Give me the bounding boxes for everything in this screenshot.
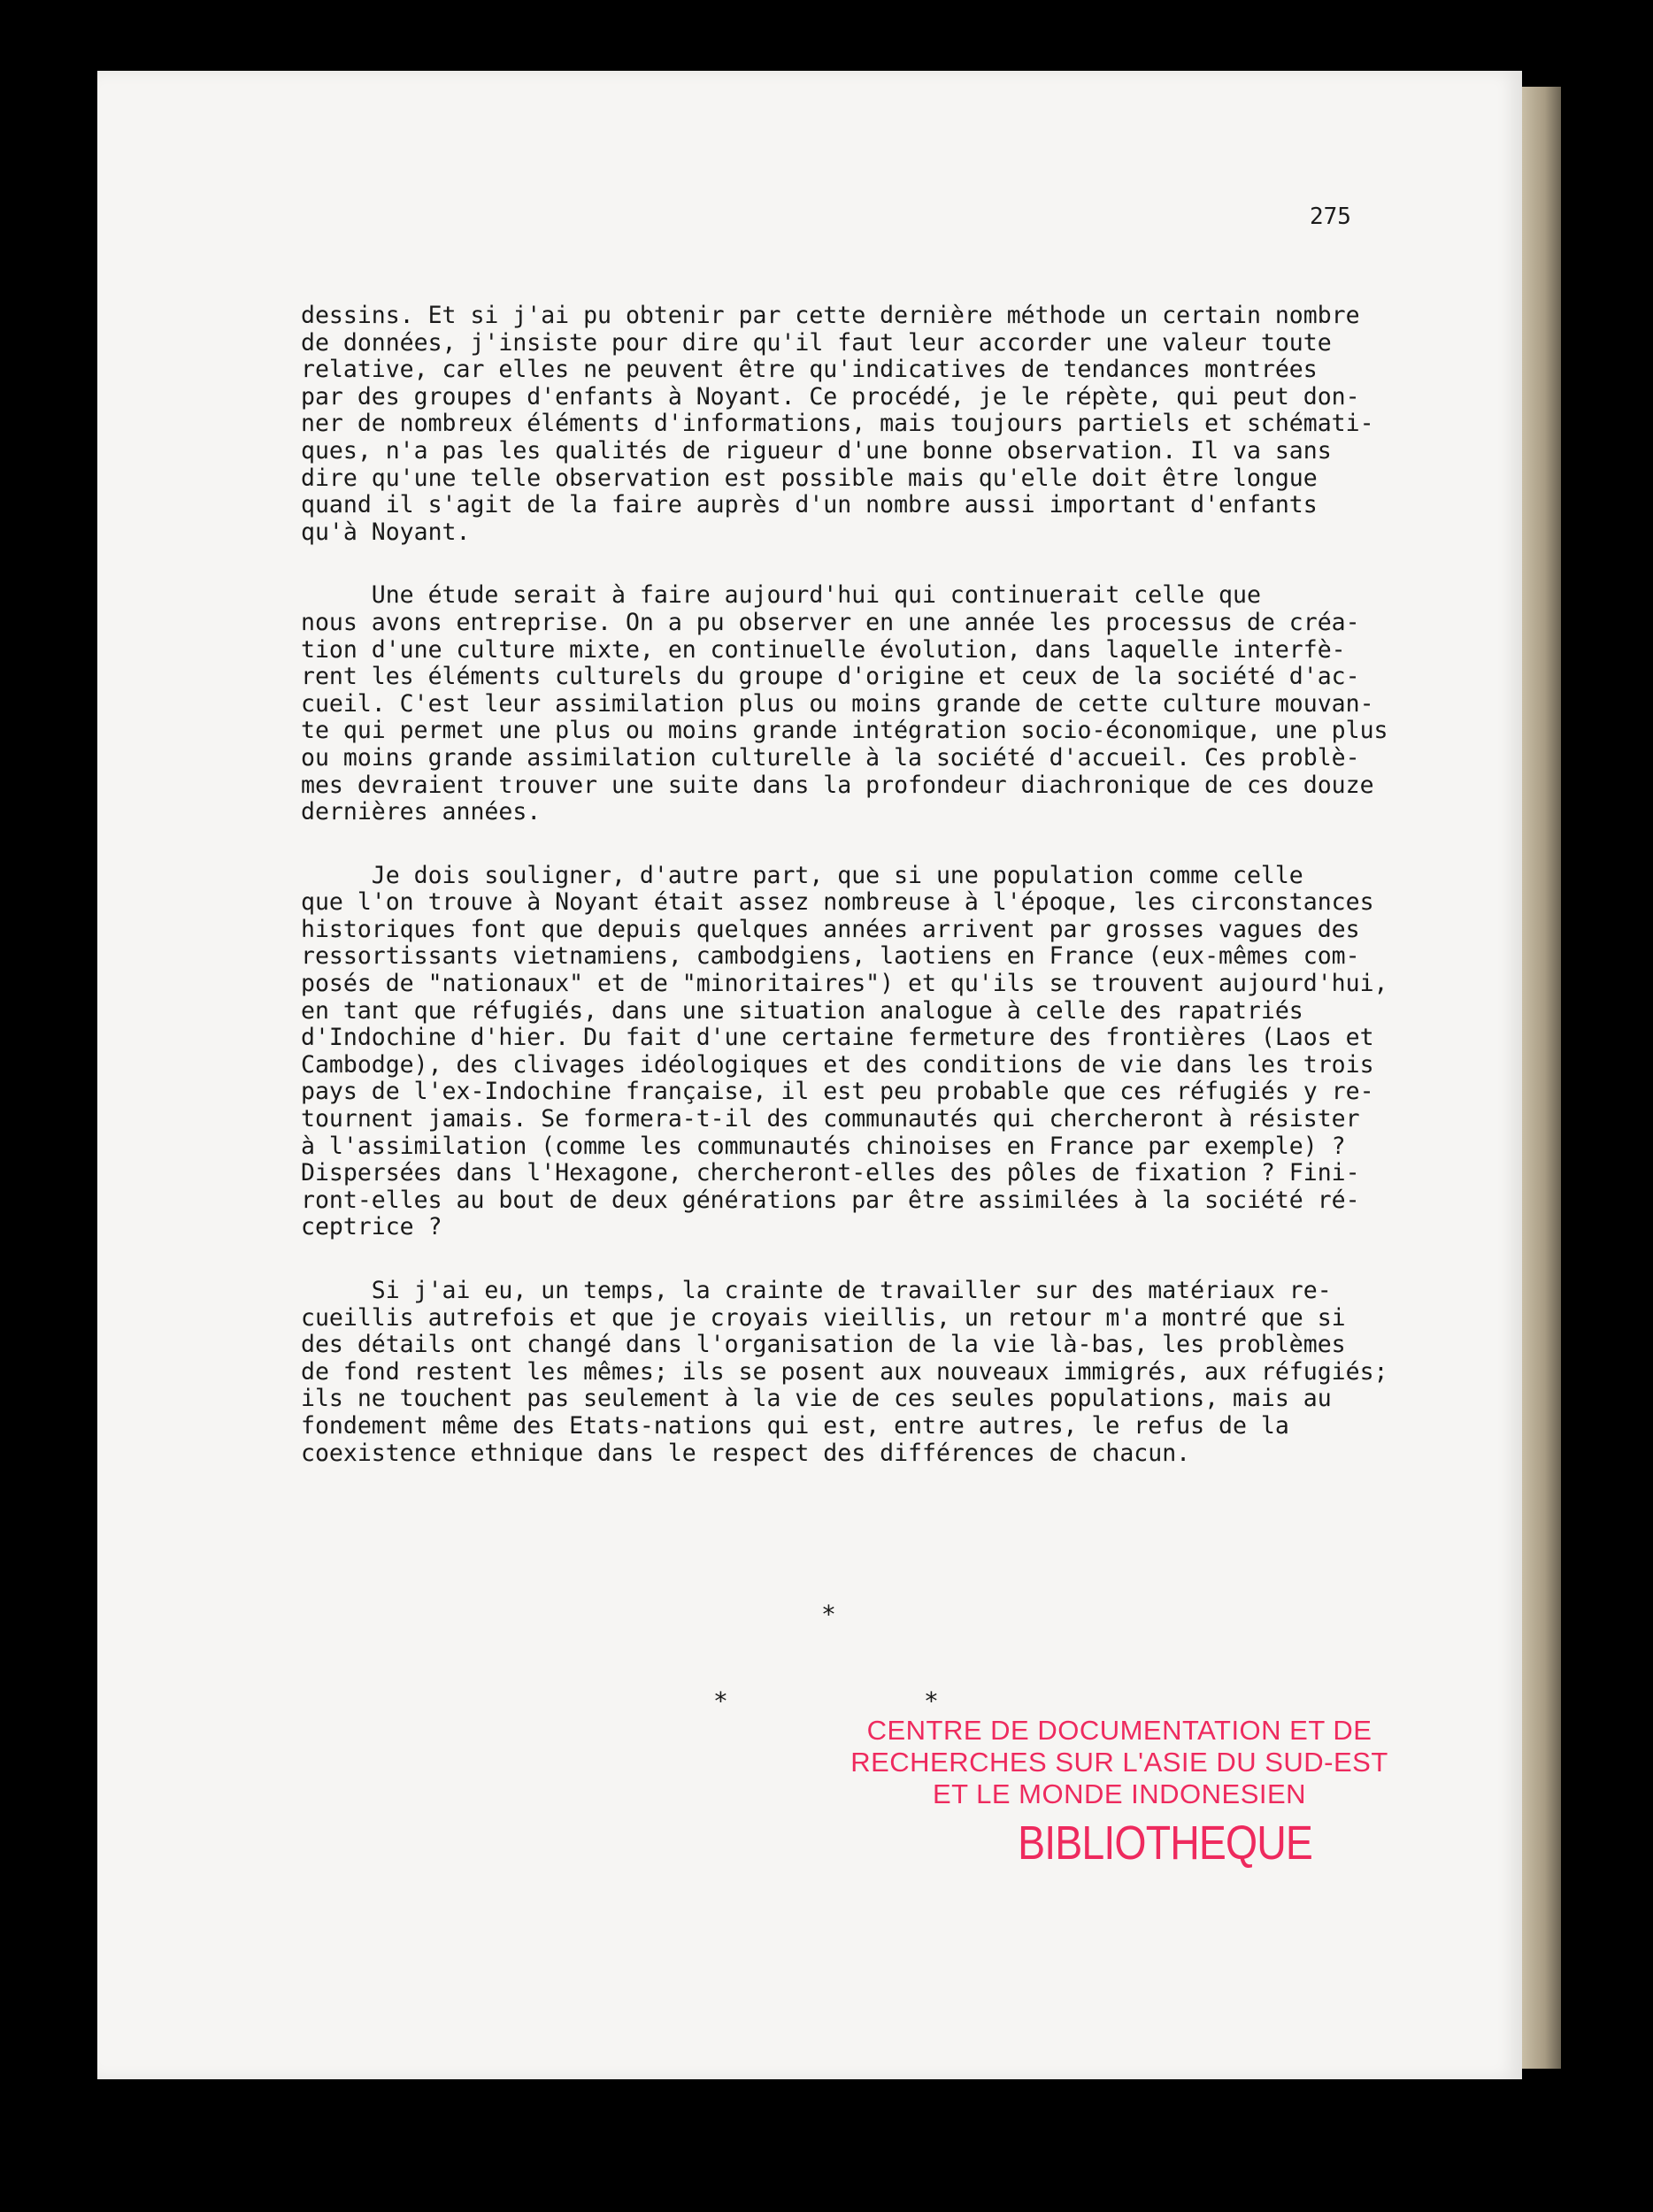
text-line: Dispersées dans l'Hexagone, chercheront-elles des pôles de fixation ? Fini-: [301, 1159, 1360, 1187]
text-line: en tant que réfugiés, dans une situation analogue à celle des rapatriés: [301, 996, 1303, 1025]
text-line: mes devraient trouver une suite dans la profondeur diachronique de ces douze: [301, 771, 1374, 799]
text-line: d'Indochine d'hier. Du fait d'une certaine fermeture des frontières (Laos et: [301, 1024, 1374, 1052]
text-line: coexistence ethnique dans le respect des différences de chacun.: [301, 1439, 1191, 1467]
text-line: de données, j'insiste pour dire qu'il faut leur accorder une valeur toute: [301, 328, 1332, 357]
text-line: ils ne touchent pas seulement à la vie de ces seules populations, mais au: [301, 1385, 1332, 1413]
text-line: Cambodge), des clivages idéologiques et des conditions de vie dans les trois: [301, 1050, 1374, 1079]
text-line: te qui permet une plus ou moins grande intégration socio-économique, une plus: [301, 717, 1388, 745]
separator-asterisk-top: *: [821, 1600, 836, 1629]
text-line: tion d'une culture mixte, en continuelle évolution, dans laquelle interfè-: [301, 635, 1346, 664]
text-line: qu'à Noyant.: [301, 518, 471, 546]
stamp-line-3: ET LE MONDE INDONESIEN: [932, 1778, 1307, 1809]
text-line: quand il s'agit de la faire auprès d'un nombre aussi important d'enfants: [301, 491, 1318, 519]
text-line: posés de "nationaux" et de "minoritaires") et qu'ils se trouvent aujourd'hui,: [301, 970, 1388, 998]
text-line: à l'assimilation (comme les communautés chinoises en France par exemple) ?: [301, 1132, 1346, 1160]
library-stamp: [836, 1715, 1403, 1870]
text-line: ressortissants vietnamiens, cambodgiens, laotiens en France (eux-mêmes com-: [301, 942, 1360, 971]
text-line: par des groupes d'enfants à Noyant. Ce procédé, je le répète, qui peut don-: [301, 382, 1360, 411]
paragraph-4: [301, 1277, 1388, 1467]
text-line: cueillis autrefois et que je croyais vieillis, un retour m'a montré que si: [301, 1303, 1346, 1332]
text-line: dire qu'une telle observation est possible mais qu'elle doit être longue: [301, 464, 1318, 492]
paragraph-2: [301, 581, 1388, 826]
paragraph-3: [301, 861, 1388, 1241]
text-line: dernières années.: [301, 798, 542, 826]
text-line: Si j'ai eu, un temps, la crainte de travailler sur des matériaux re-: [301, 1277, 1332, 1304]
text-line: ront-elles au bout de deux générations par être assimilées à la société ré-: [301, 1186, 1360, 1214]
text-line: pays de l'ex-Indochine française, il est peu probable que ces réfugiés y re-: [301, 1078, 1374, 1106]
text-line: Une étude serait à faire aujourd'hui qui continuerait celle que: [301, 581, 1261, 610]
text-line: que l'on trouve à Noyant était assez nombreuse à l'époque, les circonstances: [301, 888, 1374, 917]
text-line: historiques font que depuis quelques années arrivent par grosses vagues des: [301, 915, 1360, 943]
text-line: ou moins grande assimilation culturelle à la société d'accueil. Ces problè-: [301, 743, 1360, 772]
text-line: ceptrice ?: [301, 1213, 442, 1241]
text-line: dessins. Et si j'ai pu obtenir par cette dernière méthode un certain nombre: [301, 302, 1360, 329]
text-line: rent les éléments culturels du groupe d'origine et ceux de la société d'ac-: [301, 663, 1360, 691]
text-line: de fond restent les mêmes; ils se posent aux nouveaux immigrés, aux réfugiés;: [301, 1357, 1388, 1386]
separator-asterisk-left: *: [713, 1686, 728, 1716]
text-line: cueil. C'est leur assimilation plus ou moins grande de cette culture mouvan-: [301, 689, 1374, 718]
text-line: nous avons entreprise. On a pu observer en une année les processus de créa-: [301, 608, 1360, 636]
stamp-title: BIBLIOTHEQUE: [1018, 1816, 1313, 1870]
text-line: fondement même des Etats-nations qui est, entre autres, le refus de la: [301, 1411, 1289, 1440]
text-line: des détails ont changé dans l'organisation de la vie là-bas, les problèmes: [301, 1331, 1346, 1359]
text-line: ner de nombreux éléments d'informations, mais toujours partiels et schémati-: [301, 410, 1374, 438]
text-line: Je dois souligner, d'autre part, que si une population comme celle: [301, 861, 1303, 889]
body-text: [301, 302, 1388, 1503]
stamp-line-2: RECHERCHES SUR L'ASIE DU SUD-EST: [850, 1747, 1388, 1778]
paragraph-1: [301, 303, 1380, 546]
text-line: ques, n'a pas les qualités de rigueur d'une bonne observation. Il va sans: [301, 436, 1332, 465]
separator-asterisk-right: *: [924, 1686, 939, 1716]
stamp-line-1: CENTRE DE DOCUMENTATION ET DE: [866, 1715, 1372, 1746]
page-number: 275: [1310, 204, 1351, 230]
text-line: tournent jamais. Se formera-t-il des communautés qui chercheront à résister: [301, 1105, 1360, 1133]
text-line: relative, car elles ne peuvent être qu'indicatives de tendances montrées: [301, 356, 1318, 384]
